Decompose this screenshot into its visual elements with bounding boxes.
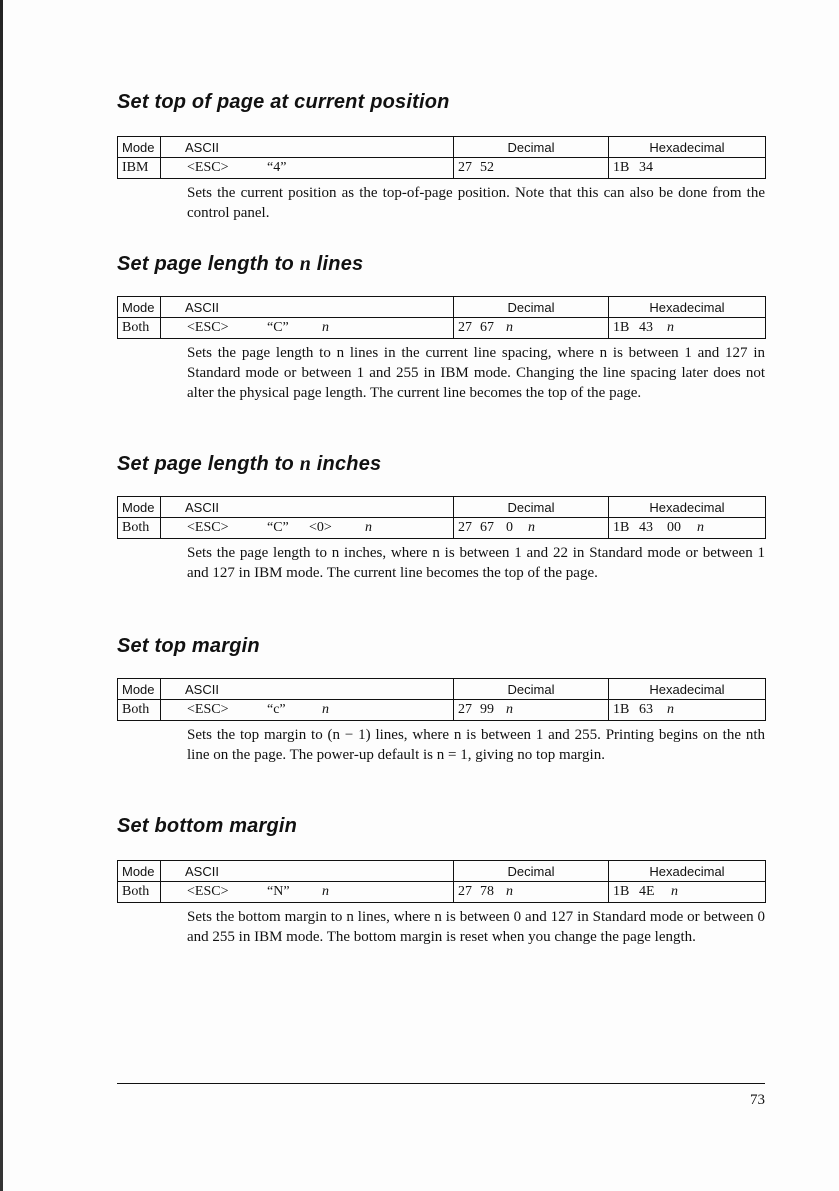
command-section-bottom-margin <box>117 814 765 947</box>
mode-header: Mode <box>118 679 161 700</box>
command-section-top-margin <box>117 634 765 765</box>
ascii-token: <ESC> <box>187 702 229 717</box>
ascii-token: “C” <box>267 520 289 535</box>
decimal-token: n <box>506 702 513 717</box>
mode-cell: Both <box>118 882 161 903</box>
hex-token: n <box>697 520 704 535</box>
hex-token: 1B <box>613 884 630 899</box>
decimal-cell <box>454 318 609 339</box>
ascii-token: <ESC> <box>187 160 229 175</box>
ascii-header: ASCII <box>161 297 454 318</box>
ascii-token: “N” <box>267 884 290 899</box>
decimal-token: 0 <box>506 520 513 535</box>
mode-header: Mode <box>118 497 161 518</box>
mode-cell: Both <box>118 700 161 721</box>
hex-token: n <box>671 884 678 899</box>
command-table <box>117 496 766 539</box>
page-number: 73 <box>750 1092 765 1108</box>
mode-header: Mode <box>118 137 161 158</box>
table-row <box>118 700 766 721</box>
decimal-header: Decimal <box>454 861 609 882</box>
hex-token: 34 <box>639 160 653 175</box>
command-table <box>117 860 766 903</box>
decimal-token: 27 <box>458 320 472 335</box>
hex-token: 43 <box>639 320 653 335</box>
section-heading <box>117 634 765 658</box>
decimal-cell <box>454 158 609 179</box>
table-row <box>118 318 766 339</box>
mode-cell: Both <box>118 518 161 539</box>
ascii-token: “4” <box>267 160 287 175</box>
heading-text-end: inches <box>311 453 382 475</box>
table-header-row <box>118 497 766 518</box>
ascii-header: ASCII <box>161 137 454 158</box>
ascii-token: n <box>322 702 329 717</box>
command-table <box>117 678 766 721</box>
ascii-token: n <box>365 520 372 535</box>
decimal-cell <box>454 700 609 721</box>
hex-token: 1B <box>613 320 630 335</box>
decimal-header: Decimal <box>454 679 609 700</box>
hex-token: n <box>667 702 674 717</box>
command-section-page-length-lines <box>117 252 765 403</box>
section-description: Sets the page length to n lines in the current line spacing, where n is between 1 and 127 in Standard mode or between 1 and 255 in IBM mode. Changing the line spacing later does not alter the physical page length. The current line becomes the top of the page. <box>187 345 765 401</box>
section-description: Sets the page length to n inches, where n is between 1 and 22 in Standard mode or between 1 and 127 in IBM mode. The current line becomes the top of the page. <box>187 545 765 581</box>
section-heading <box>117 814 765 838</box>
hex-token: 00 <box>667 520 681 535</box>
section-description: Sets the current position as the top-of-page position. Note that this can also be done from the control panel. <box>187 185 765 221</box>
ascii-token: <ESC> <box>187 520 229 535</box>
hex-header: Hexadecimal <box>609 497 766 518</box>
hex-token: 1B <box>613 160 630 175</box>
section-description: Sets the bottom margin to n lines, where n is between 0 and 127 in Standard mode or between 0 and 255 in IBM mode. The bottom margin is reset when you change the page length. <box>187 909 765 945</box>
decimal-token: 99 <box>480 702 494 717</box>
hex-cell <box>609 158 766 179</box>
ascii-header: ASCII <box>161 679 454 700</box>
hex-cell <box>609 318 766 339</box>
hex-token: n <box>667 320 674 335</box>
decimal-token: 27 <box>458 884 472 899</box>
command-table <box>117 296 766 339</box>
ascii-cell <box>161 882 454 903</box>
hex-header: Hexadecimal <box>609 861 766 882</box>
command-section-page-length-inches <box>117 452 765 583</box>
ascii-token: <ESC> <box>187 884 229 899</box>
mode-header: Mode <box>118 861 161 882</box>
heading-variable: n <box>299 253 312 275</box>
ascii-header: ASCII <box>161 861 454 882</box>
decimal-header: Decimal <box>454 497 609 518</box>
section-heading <box>117 90 765 114</box>
heading-text: Set top margin <box>117 635 260 657</box>
hex-header: Hexadecimal <box>609 137 766 158</box>
ascii-token: <0> <box>309 520 332 535</box>
heading-text: Set page length to <box>117 253 300 275</box>
hex-token: 63 <box>639 702 653 717</box>
page-edge <box>0 0 3 1191</box>
heading-text-end: lines <box>311 253 364 275</box>
decimal-token: n <box>506 320 513 335</box>
heading-text: Set top of page at current position <box>117 91 450 113</box>
ascii-cell <box>161 518 454 539</box>
hex-header: Hexadecimal <box>609 297 766 318</box>
table-row <box>118 882 766 903</box>
table-header-row <box>118 679 766 700</box>
table-header-row <box>118 297 766 318</box>
table-row <box>118 158 766 179</box>
decimal-cell <box>454 882 609 903</box>
mode-cell: Both <box>118 318 161 339</box>
mode-cell: IBM <box>118 158 161 179</box>
decimal-token: 27 <box>458 702 472 717</box>
ascii-cell <box>161 700 454 721</box>
ascii-token: “C” <box>267 320 289 335</box>
decimal-token: 67 <box>480 320 494 335</box>
hex-token: 4E <box>639 884 655 899</box>
hex-cell <box>609 700 766 721</box>
heading-text: Set bottom margin <box>117 815 298 837</box>
ascii-cell <box>161 318 454 339</box>
decimal-token: 27 <box>458 520 472 535</box>
hex-token: 1B <box>613 702 630 717</box>
decimal-token: 67 <box>480 520 494 535</box>
ascii-header: ASCII <box>161 497 454 518</box>
decimal-token: 27 <box>458 160 472 175</box>
decimal-token: n <box>528 520 535 535</box>
ascii-token: n <box>322 884 329 899</box>
ascii-token: n <box>322 320 329 335</box>
heading-variable: n <box>299 453 312 475</box>
command-table <box>117 136 766 179</box>
command-section-top-of-page <box>117 90 765 223</box>
hex-cell <box>609 518 766 539</box>
ascii-token: “c” <box>267 702 286 717</box>
section-description: Sets the top margin to (n − 1) lines, where n is between 1 and 255. Printing begins on the nth line on the page. The power-up default is n = 1, giving no top margin. <box>187 727 765 763</box>
decimal-header: Decimal <box>454 137 609 158</box>
footer-rule <box>117 1083 765 1084</box>
section-heading <box>117 252 765 276</box>
table-header-row <box>118 861 766 882</box>
heading-text: Set page length to <box>117 453 300 475</box>
table-header-row <box>118 137 766 158</box>
decimal-token: n <box>506 884 513 899</box>
table-row <box>118 518 766 539</box>
ascii-cell <box>161 158 454 179</box>
decimal-header: Decimal <box>454 297 609 318</box>
decimal-cell <box>454 518 609 539</box>
hex-cell <box>609 882 766 903</box>
hex-token: 43 <box>639 520 653 535</box>
decimal-token: 52 <box>480 160 494 175</box>
hex-token: 1B <box>613 520 630 535</box>
mode-header: Mode <box>118 297 161 318</box>
ascii-token: <ESC> <box>187 320 229 335</box>
decimal-token: 78 <box>480 884 494 899</box>
hex-header: Hexadecimal <box>609 679 766 700</box>
section-heading <box>117 452 765 476</box>
